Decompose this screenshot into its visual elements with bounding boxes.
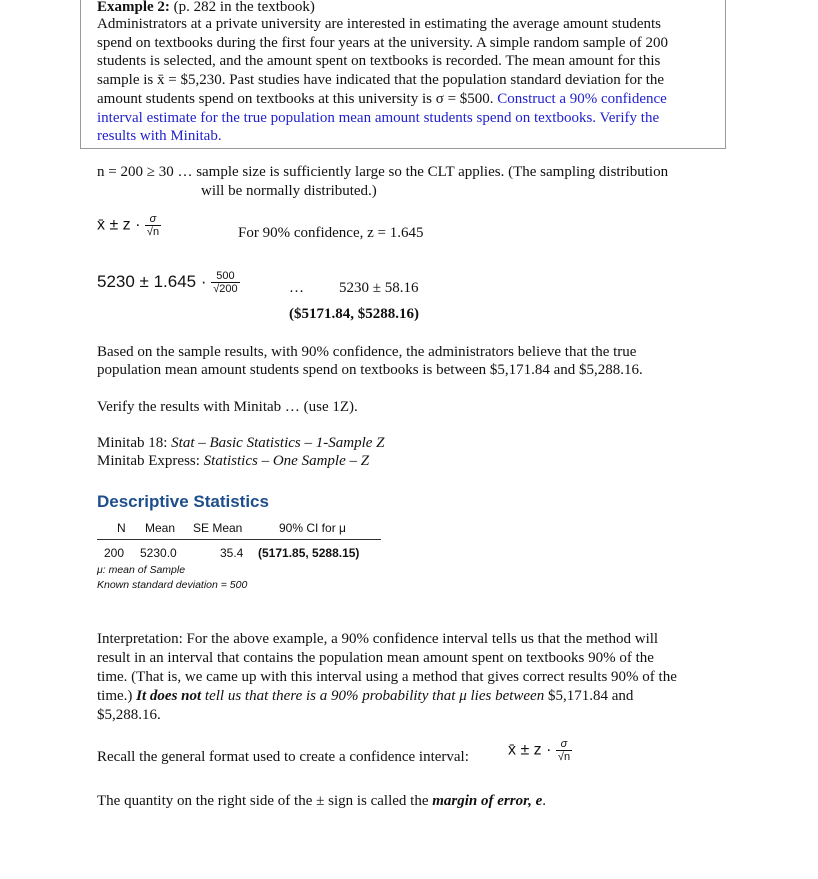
sigma-symbol: σ: [149, 213, 157, 225]
table-rule: [97, 539, 381, 540]
calc-denominator: √200: [213, 283, 238, 295]
ci-result: 5230 ± 58.16: [339, 280, 419, 296]
sqrt-n: √n: [146, 226, 160, 238]
cell-ci: (5171.85, 5288.15): [258, 546, 360, 560]
z-value-note: For 90% confidence, z = 1.645: [238, 225, 424, 241]
calc-numerator: 500: [216, 270, 235, 282]
recall-text: Recall the general format used to create a confidence interval:: [97, 749, 469, 765]
cell-se-mean: 35.4: [220, 546, 244, 560]
col-header-se-mean: SE Mean: [193, 521, 243, 535]
conclusion-line: population mean amount students spend on textbooks is between $5,171.84 and $5,288.16.: [97, 362, 643, 378]
example-line: students is selected, and the amount spent on textbooks is recorded. The mean amount for this: [97, 53, 661, 69]
minitab-express-menu: Statistics – One Sample – Z: [203, 453, 370, 469]
cell-n: 200: [104, 546, 125, 560]
conclusion-line: Based on the sample results, with 90% confidence, the administrators believe that the true: [97, 344, 637, 360]
margin-text: The quantity on the right side of the ± sign is called the: [97, 793, 433, 809]
example-text: amount students spend on textbooks at this university is σ = $500.: [97, 91, 498, 107]
margin-term: margin of error, e: [432, 793, 543, 809]
minitab18-label: Minitab 18:: [97, 435, 172, 451]
example-task: Construct a 90% confidence: [497, 91, 667, 107]
cell-mean: 5230.0: [140, 546, 177, 560]
output-heading: Descriptive Statistics: [97, 492, 269, 511]
example-reference: (p. 282 in the textbook): [169, 0, 315, 15]
example-task-line: interval estimate for the true population mean amount students spend on textbooks. Verify the: [97, 110, 660, 126]
col-header-mean: Mean: [145, 521, 176, 535]
interp-text: time.): [97, 688, 137, 704]
clt-line: will be normally distributed.): [201, 183, 377, 199]
clt-line: n = 200 ≥ 30 … sample size is sufficiently large so the CLT applies. (The sampling distribution: [97, 164, 669, 180]
ci-interval: ($5171.84, $5288.16): [289, 306, 419, 322]
example-line: sample is x̄ = $5,230. Past studies have indicated that the population standard deviation for the: [97, 72, 665, 88]
example-label: Example 2:: [97, 0, 170, 15]
output-note-sd: Known standard deviation = 500: [97, 579, 248, 591]
example-line: Administrators at a private university are interested in estimating the average amount students: [97, 16, 662, 32]
output-note-mu: μ: mean of Sample: [97, 564, 186, 576]
minitab18-menu: Stat – Basic Statistics – 1-Sample Z: [171, 435, 385, 451]
interp-text: $5,171.84 and: [544, 688, 634, 704]
example-line: [97, 90, 667, 109]
interp-italic: tell us that there is a 90% probability that μ lies between: [201, 688, 545, 704]
sigma-over-sqrt-n: [145, 213, 161, 238]
col-header-n: N: [117, 521, 126, 535]
calc-fraction: [211, 270, 239, 295]
minitab18-path: [97, 434, 385, 453]
minitab-express-path: [97, 452, 369, 471]
calc-lhs: 5230 ± 1.645 ·: [97, 271, 207, 291]
verify-instruction: Verify the results with Minitab … (use 1Z).: [97, 399, 358, 415]
interpretation-line: $5,288.16.: [97, 707, 161, 723]
recall-fraction: [556, 738, 572, 763]
formula-lhs: x̄ ± z ·: [97, 216, 141, 234]
ci-calculation: [97, 270, 240, 295]
sqrt-n: √n: [557, 751, 571, 763]
minitab-express-label: Minitab Express:: [97, 453, 204, 469]
recall-formula-lhs: x̄ ± z ·: [508, 741, 552, 759]
sigma-symbol: σ: [560, 738, 568, 750]
interpretation-line: Interpretation: For the above example, a 90% confidence interval tells us that the method will: [97, 631, 659, 647]
margin-of-error-definition: [97, 792, 546, 811]
ellipsis: …: [289, 280, 304, 296]
recall-formula: [508, 738, 572, 763]
interp-emphasis: It does not: [136, 688, 202, 704]
ci-formula: [97, 213, 161, 238]
example-line: spend on textbooks during the first four years at the university. A simple random sample of 200: [97, 35, 669, 51]
interpretation-line: result in an interval that contains the population mean amount spent on textbooks 90% of the: [97, 650, 654, 666]
margin-end: .: [542, 793, 547, 809]
interpretation-line: time. (That is, we came up with this interval using a method that gives correct results 90% of the: [97, 669, 677, 685]
interpretation-line: [97, 687, 633, 706]
col-header-ci: 90% CI for μ: [279, 521, 346, 535]
example-task-line: results with Minitab.: [97, 128, 222, 144]
